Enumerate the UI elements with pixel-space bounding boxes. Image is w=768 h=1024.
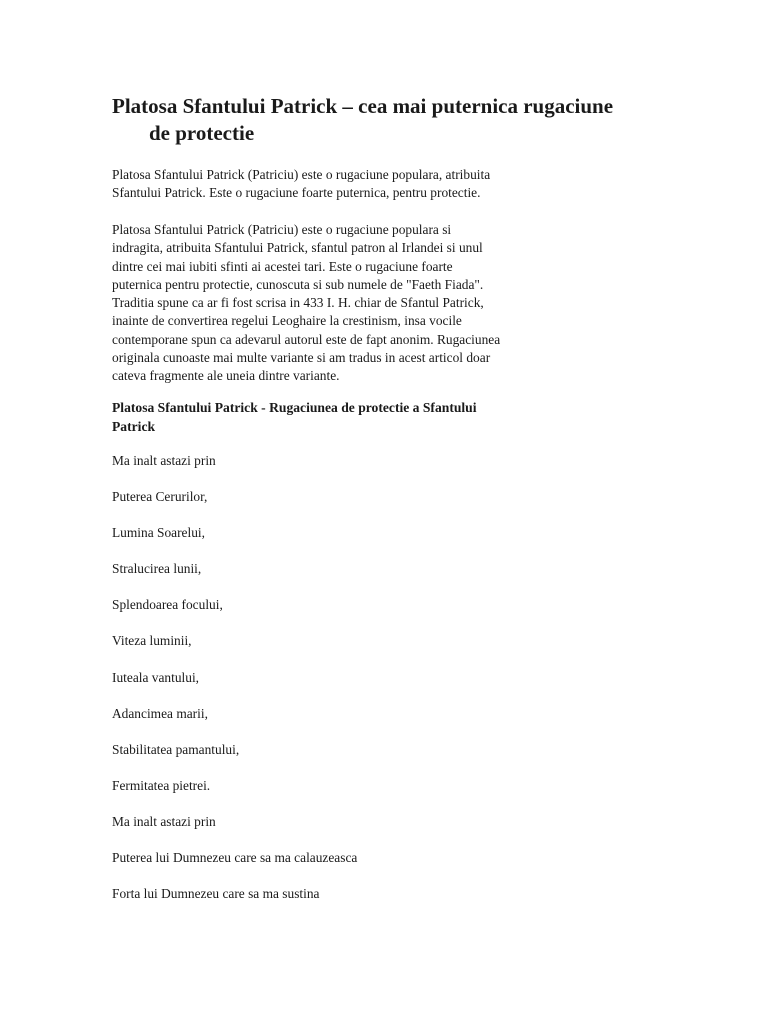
- verse-line: Iuteala vantului,: [112, 669, 200, 685]
- prayer-verses: [112, 451, 357, 920]
- verse-line: Stralucirea lunii,: [112, 561, 202, 577]
- verse-line: Lumina Soarelui,: [112, 525, 205, 541]
- intro-paragraph: Platosa Sfantului Patrick (Patriciu) este o rugaciune populara, atribuita Sfantului Patrick. Este o rugaciune foarte puternica, pentru protectie.: [112, 167, 491, 201]
- title-line-1: Platosa Sfantului Patrick – cea mai puternica rugaciune: [112, 94, 614, 118]
- verse-line: Viteza luminii,: [112, 633, 192, 649]
- verse-line: Ma inalt astazi prin: [112, 453, 216, 468]
- verse-line: Splendoarea focului,: [112, 597, 223, 613]
- verse-line: Ma inalt astazi prin: [112, 813, 216, 829]
- verse-line: Fermitatea pietrei.: [112, 777, 211, 793]
- body-paragraph: Platosa Sfantului Patrick (Patriciu) este o rugaciune populara si indragita, atribuita Sfantului Patrick, sfantul patron al Irlandei si unul dintre cei mai iubiti sfinti ai acestei tari. Este o rugaciune foarte puternica pentru protectie, cunoscuta si sub numele de "Faeth Fiada". Traditia spune ca ar fi fost scrisa in 433 I. H. chiar de Sfantul Patrick, inainte de convertirea regelui Leoghaire la crestinism, insa vocile contemporane spun ca adevarul autorul este de fapt anonim. Rugaciunea originala cunoaste mai multe variante si am tradus in acest articol doar cateva fragmente ale uneia dintre variante.: [112, 222, 501, 384]
- verse-line: Adancimea marii,: [112, 705, 208, 721]
- verse-line: Stabilitatea pamantului,: [112, 741, 240, 757]
- title-line-2: de protectie: [149, 121, 255, 145]
- verse-line: Puterea lui Dumnezeu care sa ma calauzeasca: [112, 850, 358, 866]
- prayer-subheading: Platosa Sfantului Patrick - Rugaciunea de protectie a Sfantului Patrick: [112, 400, 477, 434]
- verse-line: Puterea Cerurilor,: [112, 489, 208, 505]
- verse-line: Forta lui Dumnezeu care sa ma sustina: [112, 886, 320, 902]
- document-title: [112, 93, 672, 147]
